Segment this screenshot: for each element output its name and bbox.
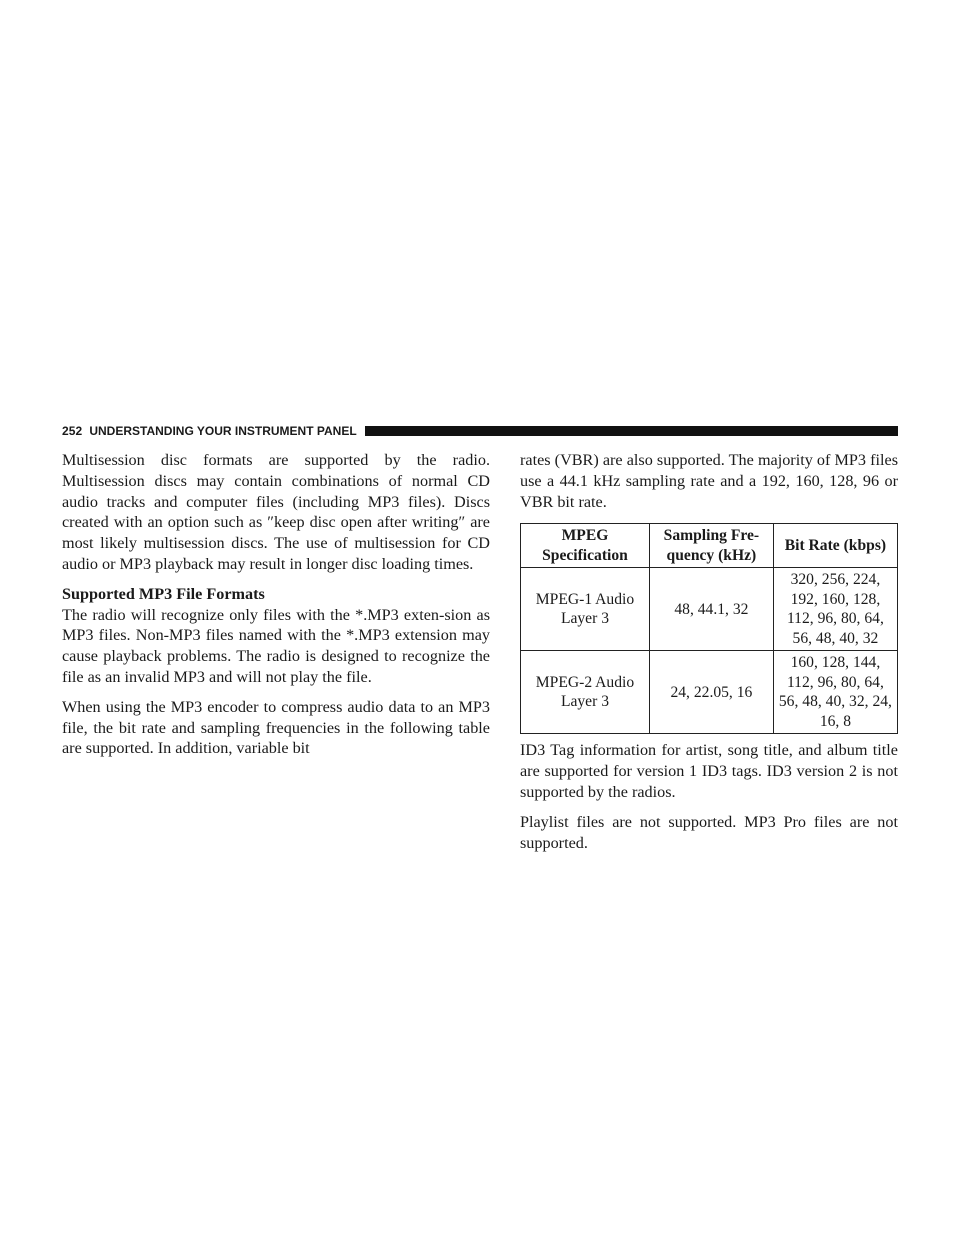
bitrate-table bbox=[520, 523, 898, 734]
left-column bbox=[62, 450, 490, 759]
page-number: 252 bbox=[62, 424, 83, 438]
page-header bbox=[62, 424, 898, 438]
header-rule bbox=[365, 426, 898, 436]
cell-spec: MPEG-1 Audio Layer 3 bbox=[521, 568, 650, 651]
table-header-row bbox=[521, 524, 898, 568]
header-bit-rate: Bit Rate (kbps) bbox=[773, 524, 897, 568]
cell-bitrate: 320, 256, 224, 192, 160, 128, 112, 96, 80, 64, 56, 48, 40, 32 bbox=[773, 568, 897, 651]
vbr-paragraph: rates (VBR) are also supported. The majority of MP3 files use a 44.1 kHz sampling rate and a 192, 160, 128, 96 or VBR bit rate. bbox=[520, 451, 898, 511]
right-column bbox=[520, 450, 898, 862]
multisession-paragraph: Multisession disc formats are supported by the radio. Multisession discs may contain combinations of normal CD audio tracks and computer files (including MP3 files). Discs created with an option such as ″keep disc open after writing″ are most likely multisession discs. The use of multisession for CD audio or MP3 playback may result in longer disc loading times. bbox=[62, 451, 490, 573]
table-row bbox=[521, 568, 898, 651]
encoder-paragraph: When using the MP3 encoder to compress audio data to an MP3 file, the bit rate and sampling frequencies in the following table are supported. In addition, variable bit bbox=[62, 697, 490, 758]
cell-sampling: 24, 22.05, 16 bbox=[649, 651, 773, 734]
cell-bitrate: 160, 128, 144, 112, 96, 80, 64, 56, 48, 40, 32, 24, 16, 8 bbox=[773, 651, 897, 734]
table-row bbox=[521, 651, 898, 734]
section-title: UNDERSTANDING YOUR INSTRUMENT PANEL bbox=[89, 424, 357, 438]
cell-spec: MPEG-2 Audio Layer 3 bbox=[521, 651, 650, 734]
header-mpeg-spec: MPEG Specification bbox=[521, 524, 650, 568]
id3-paragraph: ID3 Tag information for artist, song title, and album title are supported for version 1 ID3 tags. ID3 version 2 is not supported by the radios. bbox=[520, 741, 898, 801]
cell-sampling: 48, 44.1, 32 bbox=[649, 568, 773, 651]
header-sampling-frequency: Sampling Fre-quency (kHz) bbox=[649, 524, 773, 568]
mp3-extension-paragraph: The radio will recognize only files with the *.MP3 exten-sion as MP3 files. Non-MP3 files named with the *.MP3 extension may cause playback problems. The radio is designed to recognize the file as an invalid MP3 and will not play the file. bbox=[62, 605, 490, 686]
mp3-formats-heading: Supported MP3 File Formats bbox=[62, 584, 265, 603]
playlist-paragraph: Playlist files are not supported. MP3 Pro files are not supported. bbox=[520, 812, 898, 852]
